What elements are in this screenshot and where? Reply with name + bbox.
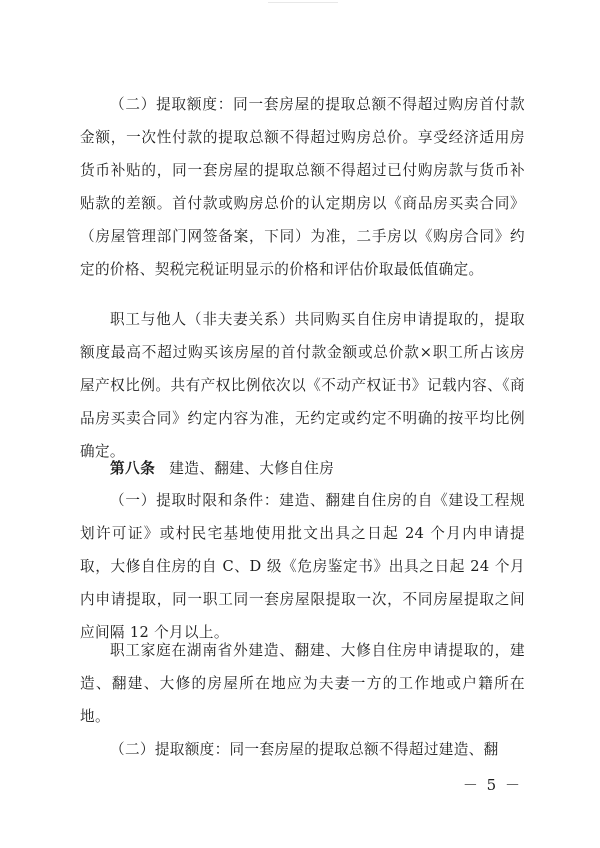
article-8-heading	[110, 452, 334, 485]
paragraph-build-amount: （二）提取额度：同一套房屋的提取总额不得超过建造、翻	[110, 741, 499, 758]
paragraph-joint-purchase: 职工与他人（非夫妻关系）共同购买自住房申请提取的，提取额度最高不超过购买该房屋的首付款金额或总价款×职工所占该房屋产权比例。共有产权比例依次以《不动产权证书》记载内容、《商品房买卖合同》约定内容为准，无约定或约定不明确的按平均比例确定。	[80, 311, 525, 461]
article-number: 第八条	[110, 460, 156, 477]
article-title: 建造、翻建、大修自住房	[169, 460, 335, 477]
paragraph-withdrawal-amount: （二）提取额度：同一套房屋的提取总额不得超过购房首付款金额，一次性付款的提取总额不得超过购房总价。享受经济适用房货币补贴的，同一套房屋的提取总额不得超过已付购房款与货币补贴款的差额。首付款或购房总价的认定期房以《商品房买卖合同》（房屋管理部门网签备案，下同）为准，二手房以《购房合同》约定的价格、契税完税证明显示的价格和评估价取最低值确定。	[80, 96, 525, 279]
scan-edge-mark	[268, 2, 338, 7]
paragraph-out-of-province: 职工家庭在湖南省外建造、翻建、大修自住房申请提取的，建造、翻建、大修的房屋所在地应为夫妻一方的工作地或户籍所在地。	[80, 642, 525, 726]
page-number: － 5 －	[462, 776, 522, 794]
paragraph-time-limit-conditions: （一）提取时限和条件：建造、翻建自住房的自《建设工程规划许可证》或村民宅基地使用批文出具之日起 24 个月内申请提取，大修自住房的自 C、D 级《危房鉴定书》出具之日起 24 个月内申请提取，同一职工同一套房屋限提取一次，不同房屋提取之间应间隔 12 个月以上。	[80, 492, 525, 642]
